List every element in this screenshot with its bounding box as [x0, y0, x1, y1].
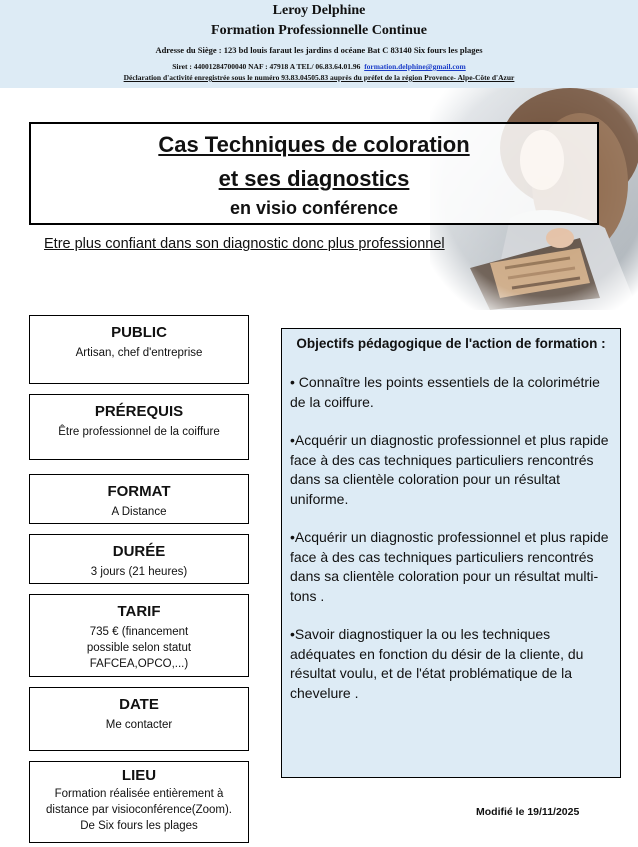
objective-item: •Savoir diagnostiquer la ou les techniques adéquates en fonction du désir de la cliente, du résultat voulu, et de l'état problématique de la chevelure . — [290, 626, 584, 701]
card-format — [29, 474, 249, 524]
declaration-line: Déclaration d'activité enregistrée sous le numéro 93.83.04505.83 auprès du préfet de la région Provence- Alpe-Côte d'Azur — [123, 73, 515, 82]
company-address: Adresse du Siège : 123 bd louis faraut les jardins d océane Bat C 83140 Six fours les plages — [155, 45, 483, 55]
card-value: A Distance — [111, 506, 167, 518]
card-title: TARIF — [117, 603, 161, 620]
card-title: DURÉE — [112, 543, 166, 560]
card-value — [30, 624, 248, 672]
objectives-box — [281, 328, 621, 778]
card-value: Me contacter — [105, 719, 173, 731]
objective-item: •Acquérir un diagnostic professionnel et plus rapide face à des cas techniques particuliers rencontrés dans sa clientèle coloration pour un résultat uniforme. — [290, 432, 609, 507]
card-duree — [29, 534, 249, 584]
card-tarif — [29, 594, 249, 677]
card-title: PRÉREQUIS — [94, 403, 184, 420]
company-subtitle: Formation Professionnelle Continue — [211, 23, 427, 38]
card-title: LIEU — [121, 767, 157, 784]
card-public — [29, 315, 249, 384]
card-title: DATE — [119, 696, 159, 713]
title-line-3: en visio conférence — [229, 198, 399, 218]
card-value-line: FAFCEA,OPCO,...) — [89, 658, 189, 670]
title-box — [29, 122, 599, 225]
objectives-heading: Objectifs pédagogique de l'action de formation : — [296, 336, 606, 351]
modified-date: Modifié le 19/11/2025 — [476, 806, 580, 818]
title-line-1: Cas Techniques de coloration — [158, 132, 470, 157]
card-value — [30, 786, 248, 834]
card-value-line: 735 € (financement — [89, 626, 189, 638]
tagline: Etre plus confiant dans son diagnostic donc plus professionnel — [44, 236, 445, 252]
company-siret-line — [0, 62, 638, 71]
objective-item: •Acquérir un diagnostic professionnel et plus rapide face à des cas techniques particuliers rencontrés dans sa clientèle coloration pour un résultat multi- tons . — [290, 529, 609, 604]
objective-item: • Connaître les points essentiels de la colorimétrie de la coiffure. — [290, 374, 600, 410]
card-title: PUBLIC — [111, 324, 167, 341]
card-value-line: distance par visioconférence(Zoom). — [46, 804, 232, 816]
title-line-2: et ses diagnostics — [218, 166, 410, 191]
card-value-line: De Six fours les plages — [80, 820, 198, 832]
siret-text: Siret : 44001284700040 NAF : 47918 A TEL/ 06.83.64.01.96 — [172, 62, 361, 71]
card-date — [29, 687, 249, 751]
card-value: Artisan, chef d'entreprise — [75, 347, 203, 359]
card-value-line: Formation réalisée entièrement à — [54, 788, 224, 800]
card-value: 3 jours (21 heures) — [90, 566, 188, 578]
card-lieu — [29, 761, 249, 843]
letterhead — [0, 0, 638, 88]
card-prerequis — [29, 394, 249, 460]
card-value-line: possible selon statut — [86, 642, 192, 654]
email-link[interactable]: formation.delphine@gmail.com — [364, 62, 466, 71]
card-value: Être professionnel de la coiffure — [58, 426, 220, 438]
card-title: FORMAT — [107, 483, 171, 500]
company-name: Leroy Delphine — [272, 3, 366, 18]
